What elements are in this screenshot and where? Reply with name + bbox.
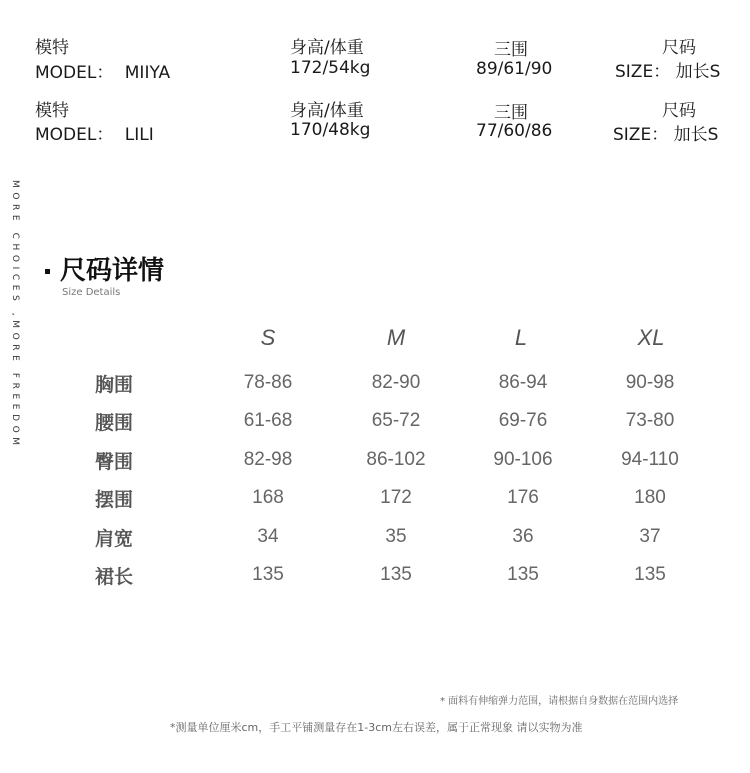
model-label-cn: 模特 bbox=[35, 38, 69, 58]
size-value: SIZE： 加长S bbox=[613, 125, 719, 145]
row-label: 腰围 bbox=[95, 412, 134, 434]
section-title bbox=[45, 250, 164, 287]
table-cell: 135 bbox=[634, 564, 666, 585]
table-cell: 90-106 bbox=[493, 449, 553, 470]
size-header-m: M bbox=[386, 325, 406, 350]
table-cell: 176 bbox=[507, 487, 539, 508]
section-title-text: 尺码详情 bbox=[60, 256, 165, 286]
measurements-label: 三围 bbox=[494, 103, 528, 123]
height-weight-label: 身高/体重 bbox=[290, 38, 364, 58]
row-label: 肩宽 bbox=[95, 528, 134, 550]
row-label: 胸围 bbox=[95, 374, 134, 396]
table-cell: 78-86 bbox=[243, 372, 293, 393]
section-subtitle: Size Details bbox=[62, 287, 121, 298]
row-label: 臀围 bbox=[95, 451, 134, 473]
elastic-note: * 面料有伸缩弹力范围，请根据自身数据在范围内选择 bbox=[440, 696, 679, 707]
table-cell: 37 bbox=[639, 526, 661, 547]
measure-note: *测量单位厘米cm，手工平铺测量存在1-3cm左右误差，属于正常现象 请以实物为准 bbox=[170, 721, 583, 734]
table-cell: 180 bbox=[634, 487, 666, 508]
table-cell: 82-98 bbox=[243, 449, 293, 470]
size-header-s: S bbox=[260, 325, 276, 350]
table-cell: 65-72 bbox=[371, 410, 421, 431]
model-label bbox=[35, 120, 154, 145]
table-cell: 168 bbox=[252, 487, 284, 508]
size-header-l: L bbox=[514, 325, 528, 350]
table-cell: 61-68 bbox=[243, 410, 293, 431]
table-cell: 135 bbox=[252, 564, 284, 585]
measurements-value: 89/61/90 bbox=[476, 59, 553, 79]
height-weight-label: 身高/体重 bbox=[290, 101, 364, 121]
table-cell: 86-94 bbox=[498, 372, 548, 393]
size-label-cn: 尺码 bbox=[662, 101, 696, 121]
table-cell: 90-98 bbox=[625, 372, 675, 393]
size-label-cn: 尺码 bbox=[662, 38, 696, 58]
title-bullet bbox=[45, 269, 50, 274]
row-label: 摆围 bbox=[95, 489, 134, 511]
table-cell: 69-76 bbox=[498, 410, 548, 431]
table-cell: 34 bbox=[257, 526, 279, 547]
height-weight-value: 172/54kg bbox=[290, 58, 371, 78]
table-cell: 172 bbox=[380, 487, 412, 508]
model-name: LILI bbox=[124, 125, 154, 145]
height-weight-value: 170/48kg bbox=[290, 120, 371, 140]
model-label-text: MODEL： bbox=[35, 63, 114, 83]
model-name: MIIYA bbox=[124, 63, 171, 83]
table-cell: 35 bbox=[385, 526, 407, 547]
size-header-xl: XL bbox=[637, 325, 665, 350]
table-cell: 82-90 bbox=[371, 372, 421, 393]
measurements-label: 三围 bbox=[494, 40, 528, 60]
table-cell: 86-102 bbox=[366, 449, 426, 470]
size-value: SIZE： 加长S bbox=[615, 62, 721, 82]
table-cell: 135 bbox=[380, 564, 412, 585]
row-label: 裙长 bbox=[95, 566, 134, 588]
table-cell: 36 bbox=[512, 526, 534, 547]
measurements-value: 77/60/86 bbox=[476, 121, 553, 141]
table-cell: 135 bbox=[507, 564, 539, 585]
side-slogan: MORE CHOICES ,MORE FREEDOM bbox=[10, 180, 20, 450]
table-cell: 94-110 bbox=[621, 449, 679, 470]
model-label bbox=[35, 58, 170, 83]
table-cell: 73-80 bbox=[625, 410, 675, 431]
model-label-text: MODEL： bbox=[35, 125, 114, 145]
model-label-cn: 模特 bbox=[35, 101, 69, 121]
